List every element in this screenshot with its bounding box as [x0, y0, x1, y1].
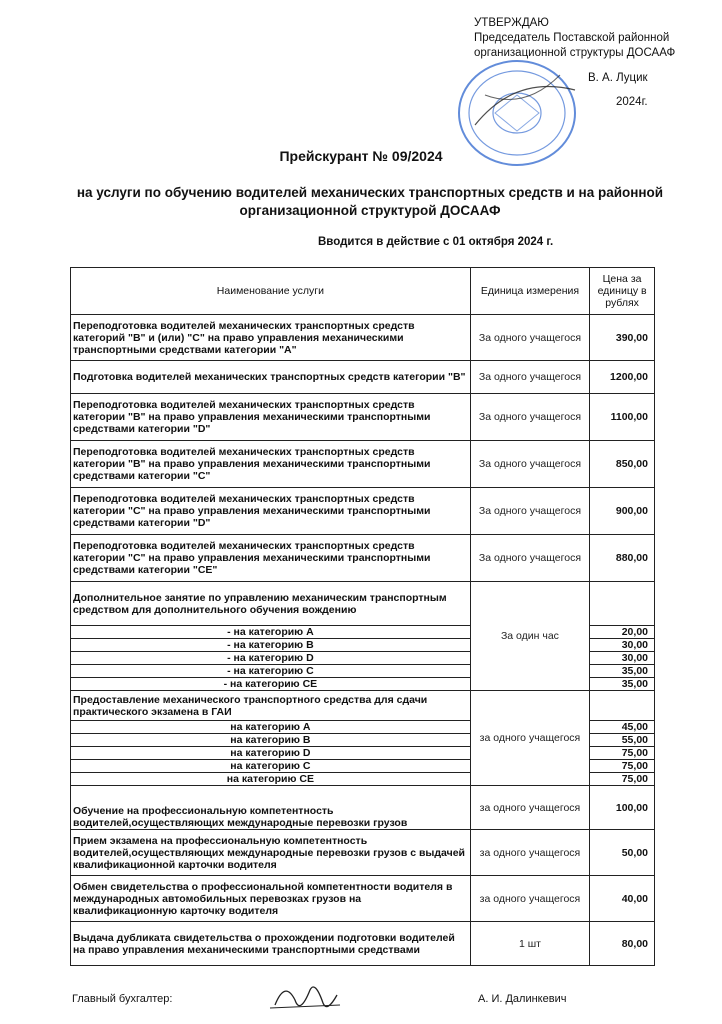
sub-item-price: 35,00 — [590, 665, 655, 678]
service-unit: 1 шт — [470, 922, 589, 966]
sub-item-label: - на категорию В — [71, 639, 471, 652]
approval-date: 2024г. — [616, 96, 648, 108]
service-name: Переподготовка водителей механических транспортных средств категории "С" на право управления механическими транспортными средствами категории "СЕ" — [71, 535, 471, 582]
table-row — [71, 922, 655, 966]
service-name: Переподготовка водителей механических транспортных средств категории "В" на право управления механическими транспортными средствами категории "D" — [71, 394, 471, 441]
service-unit: За одного учащегося — [470, 394, 589, 441]
group-name-driving: Дополнительное занятие по управлению механическим транспортным средством для дополнительного обучения вождению — [71, 582, 471, 626]
sub-item-label: - на категорию А — [71, 626, 471, 639]
header-price: Цена за единицу в рублях — [590, 268, 655, 315]
group-heading-row — [71, 691, 655, 721]
group-unit-exam: за одного учащегося — [470, 691, 589, 786]
service-name: Выдача дубликата свидетельства о прохождении подготовки водителей на право управления механическими транспортными средствами — [71, 922, 471, 966]
table-header-row — [71, 268, 655, 315]
service-unit: За одного учащегося — [470, 315, 589, 361]
service-price: 50,00 — [590, 830, 655, 876]
sub-item-price: 30,00 — [590, 652, 655, 665]
service-price: 390,00 — [590, 315, 655, 361]
sub-item-price: 75,00 — [590, 773, 655, 786]
service-name: Подготовка водителей механических транспортных средств категории "В" — [71, 361, 471, 394]
table-row — [71, 535, 655, 582]
sub-item-label: на категорию В — [71, 734, 471, 747]
table-row — [71, 315, 655, 361]
group-heading-row — [71, 582, 655, 626]
service-price: 40,00 — [590, 876, 655, 922]
sub-item-price: 20,00 — [590, 626, 655, 639]
service-unit: за одного учащегося — [470, 830, 589, 876]
group-name-exam: Предоставление механического транспортного средства для сдачи практического экзамена в ГАИ — [71, 691, 471, 721]
table-row — [71, 786, 655, 830]
sub-item-price: 55,00 — [590, 734, 655, 747]
service-unit: за одного учащегося — [470, 786, 589, 830]
signature-icon — [265, 975, 345, 1020]
header-name: Наименование услуги — [71, 268, 471, 315]
service-price: 100,00 — [590, 786, 655, 830]
service-name: Переподготовка водителей механических транспортных средств категории "В" на право управления механическими транспортными средствами категории "С" — [71, 441, 471, 488]
sub-item-label: - на категорию СЕ — [71, 678, 471, 691]
service-unit: за одного учащегося — [470, 876, 589, 922]
service-unit: За одного учащегося — [470, 441, 589, 488]
document-subtitle: на услуги по обучению водителей механических транспортных средств и на районной организационной структурой ДОСААФ — [76, 185, 664, 218]
approval-line2: организационной структуры ДОСААФ — [474, 47, 676, 59]
header-unit: Единица измерения — [470, 268, 589, 315]
table-row — [71, 361, 655, 394]
approval-line1: Председатель Поставской районной — [474, 32, 670, 44]
table-row — [71, 394, 655, 441]
service-unit: За одного учащегося — [470, 361, 589, 394]
table-row — [71, 830, 655, 876]
empty-price-cell — [590, 582, 655, 626]
service-price: 880,00 — [590, 535, 655, 582]
sub-item-label: на категорию СЕ — [71, 773, 471, 786]
table-row — [71, 441, 655, 488]
sub-item-price: 75,00 — [590, 747, 655, 760]
sub-item-label: - на категорию С — [71, 665, 471, 678]
service-price: 80,00 — [590, 922, 655, 966]
effective-date: Вводится в действие с 01 октября 2024 г. — [318, 236, 554, 248]
service-name: Переподготовка водителей механических транспортных средств категорий "В" и (или) "С" на право управления механическими транспортными средствами категории "А" — [71, 315, 471, 361]
footer-role: Главный бухгалтер: — [72, 993, 173, 1005]
service-unit: За одного учащегося — [470, 488, 589, 535]
service-name: Переподготовка водителей механических транспортных средств категории "С" на право управления механическими транспортными средствами категории "D" — [71, 488, 471, 535]
service-price: 1200,00 — [590, 361, 655, 394]
table-row — [71, 876, 655, 922]
group-unit-driving: За один час — [470, 582, 589, 691]
service-price: 900,00 — [590, 488, 655, 535]
document-title: Прейскурант № 09/2024 — [279, 148, 443, 164]
footer-name: А. И. Далинкевич — [478, 993, 567, 1005]
service-price: 1100,00 — [590, 394, 655, 441]
approval-signer: В. А. Луцик — [588, 72, 648, 84]
sub-item-price: 45,00 — [590, 721, 655, 734]
sub-item-price: 75,00 — [590, 760, 655, 773]
approval-heading: УТВЕРЖДАЮ — [474, 17, 549, 29]
sub-item-label: на категорию А — [71, 721, 471, 734]
service-name: Прием экзамена на профессиональную компетентность водителей,осуществляющих международные перевозки грузов с выдачей квалификационной карточки водителя — [71, 830, 471, 876]
service-price: 850,00 — [590, 441, 655, 488]
service-unit: За одного учащегося — [470, 535, 589, 582]
sub-item-label: - на категорию D — [71, 652, 471, 665]
service-name: Обучение на профессиональную компетентность водителей,осуществляющих международные перевозки грузов — [71, 786, 471, 830]
price-table — [70, 267, 655, 966]
table-row — [71, 488, 655, 535]
sub-item-label: на категорию С — [71, 760, 471, 773]
sub-item-price: 35,00 — [590, 678, 655, 691]
sub-item-price: 30,00 — [590, 639, 655, 652]
empty-price-cell — [590, 691, 655, 721]
service-name: Обмен свидетельства о профессиональной компетентности водителя в международных автомобильных перевозках грузов на квалификационную карточку водителя — [71, 876, 471, 922]
sub-item-label: на категорию D — [71, 747, 471, 760]
